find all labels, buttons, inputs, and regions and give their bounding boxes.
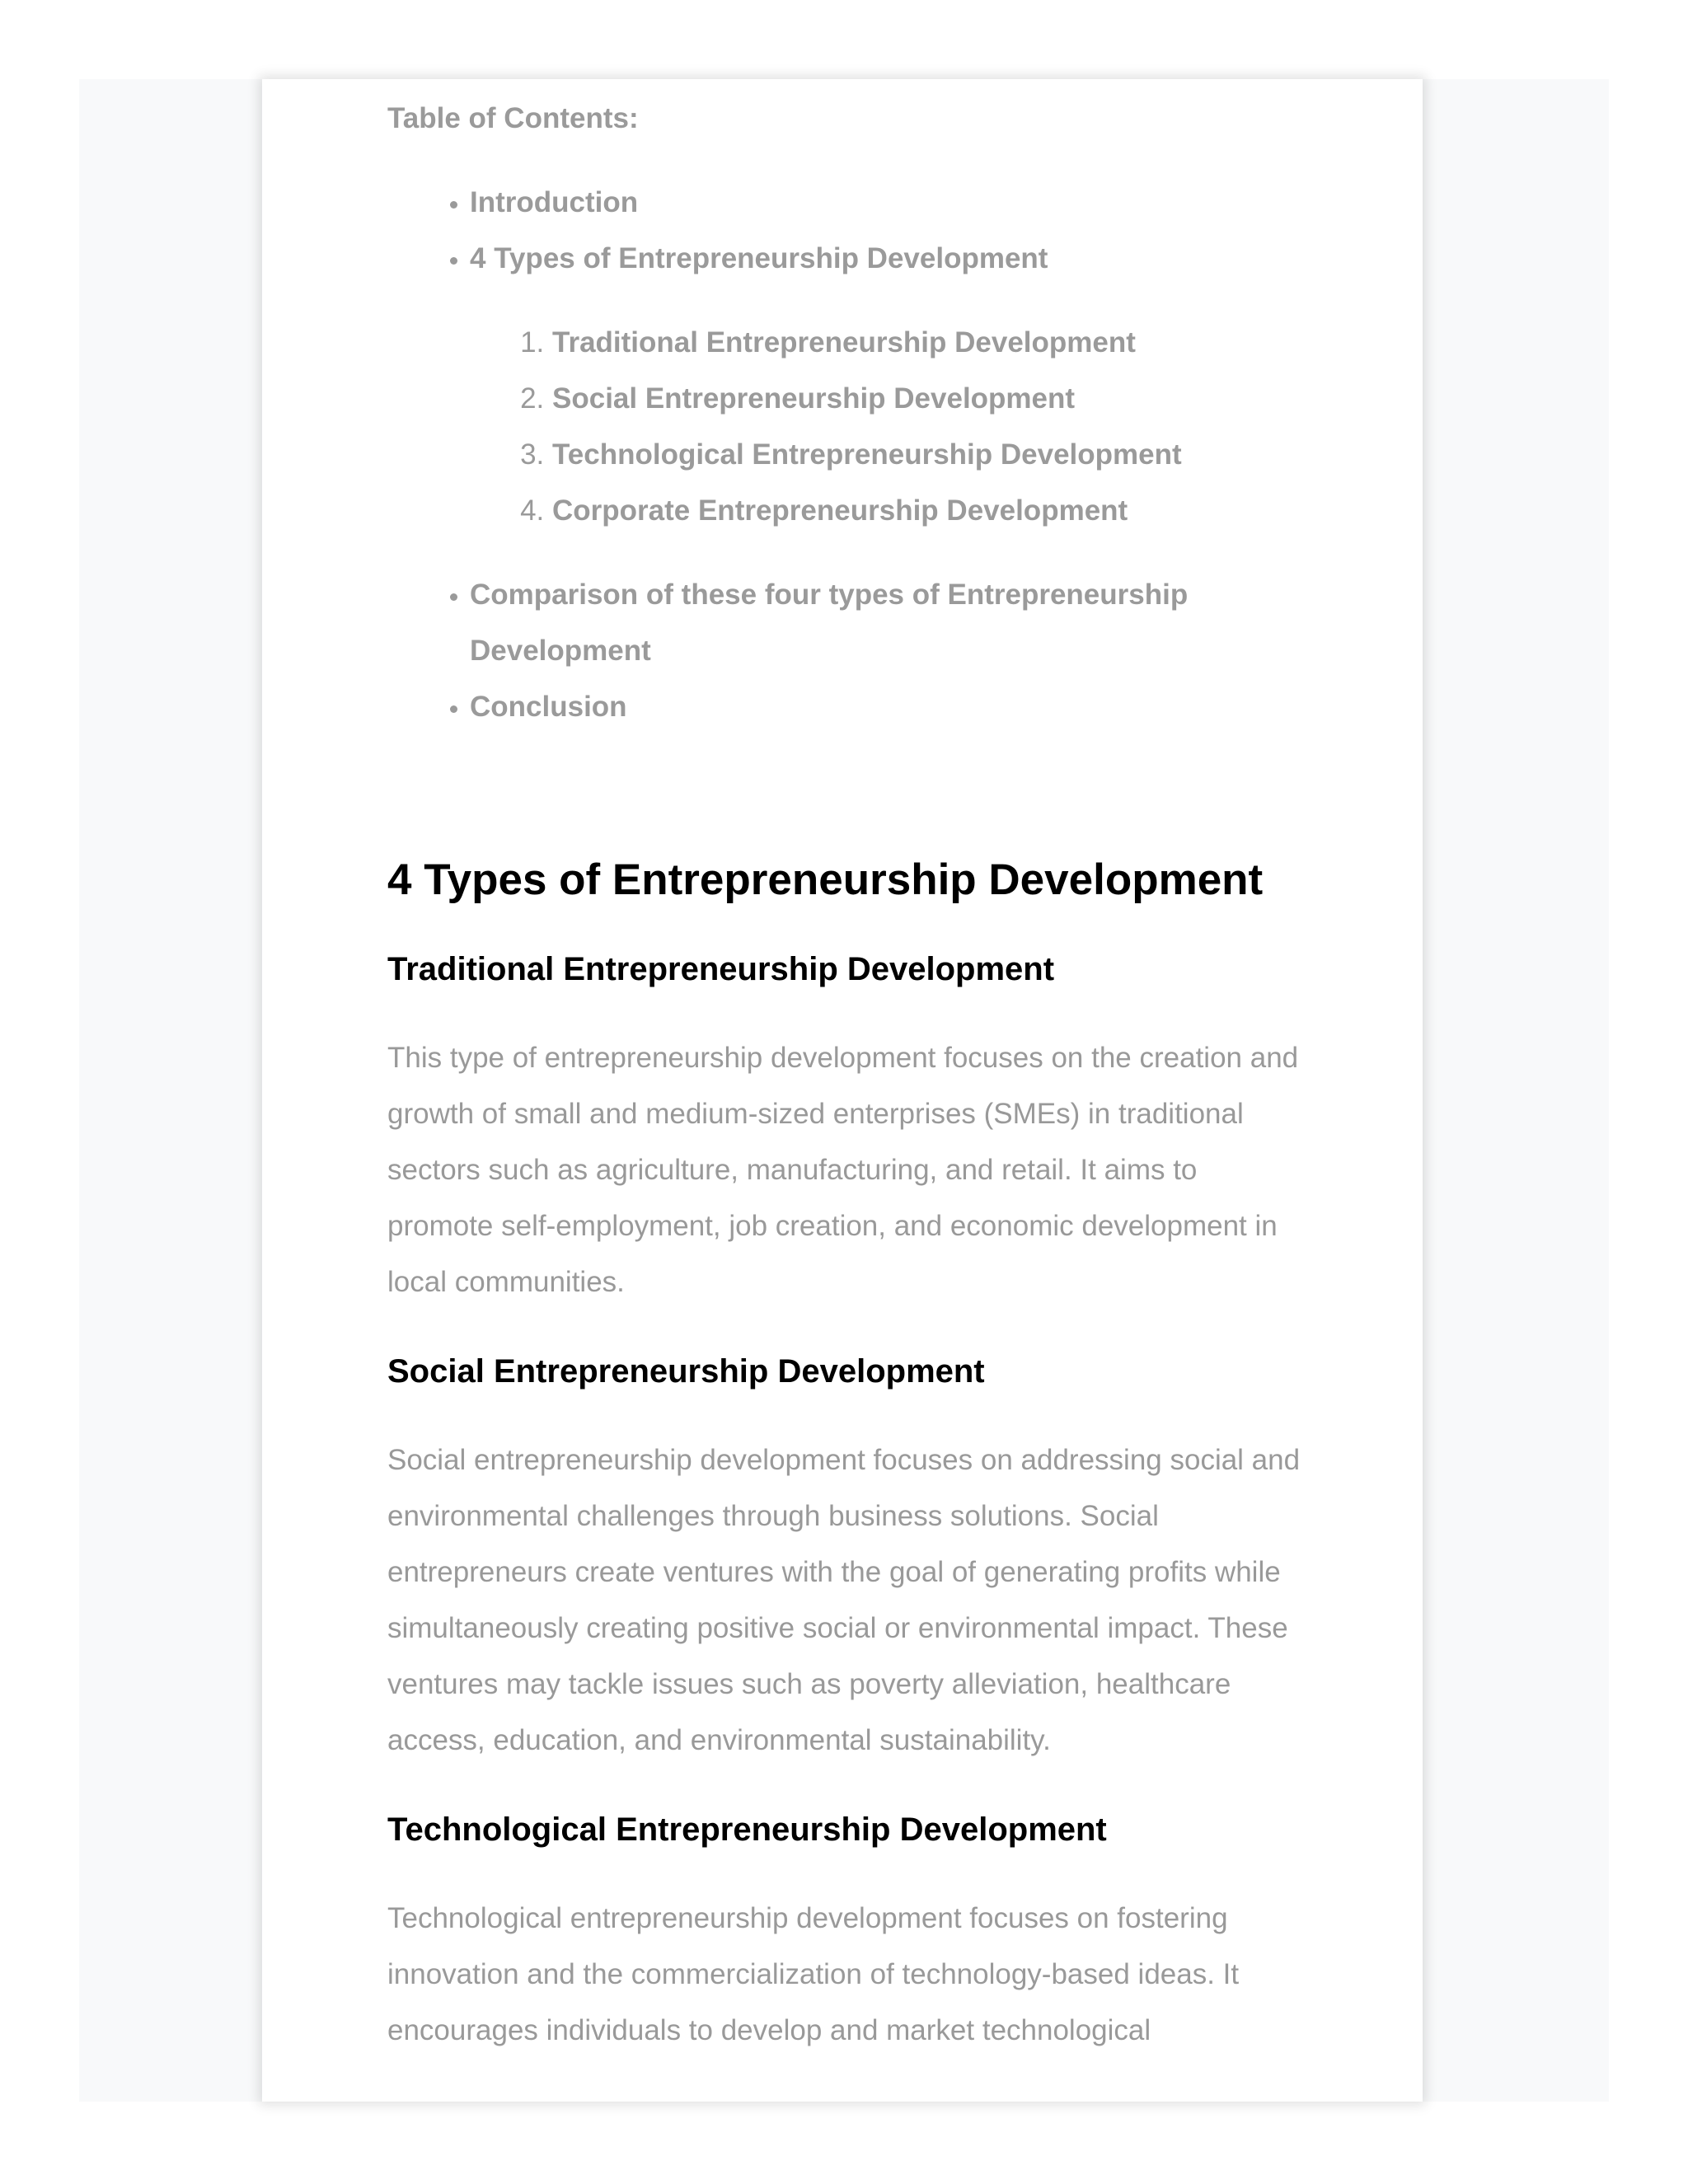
paragraph-traditional: This type of entrepreneurship development focuses on the creation and growth of small and medium-sized enterprises (SMEs) in traditional sectors such as agriculture, manufacturing, and retail. It aims to promote self-employment, job creation, and economic development in local communities.	[387, 1042, 1299, 1298]
toc-subitem-traditional[interactable]	[552, 315, 1311, 371]
toc-item-types-label[interactable]: 4 Types of Entrepreneurship Development	[470, 242, 1048, 274]
paragraph-technological: Technological entrepreneurship development focuses on fostering innovation and the commercialization of technology-based ideas. It encourages individuals to develop and market technological	[387, 1902, 1240, 2046]
toc-subitem-label[interactable]: Corporate Entrepreneurship Development	[552, 494, 1128, 527]
toc-list	[387, 175, 1311, 735]
subheading-technological: Technological Entrepreneurship Development	[387, 1811, 1107, 1848]
section-heading: 4 Types of Entrepreneurship Development	[387, 855, 1264, 904]
toc-sublist	[470, 315, 1311, 539]
toc-subitem-corporate[interactable]	[552, 483, 1311, 539]
toc-subitem-label[interactable]: Traditional Entrepreneurship Development	[552, 326, 1136, 359]
toc-item-types[interactable]	[470, 231, 1311, 539]
toc-item-comparison[interactable]: • Comparison of these four types of Entrepreneurship Development	[470, 567, 1311, 679]
toc-subitem-technological[interactable]	[552, 427, 1311, 483]
document-page	[262, 79, 1423, 2102]
document-content	[387, 79, 1311, 2095]
paragraph-social: Social entrepreneurship development focuses on addressing social and environmental challenges through business solutions. Social entrepreneurs create ventures with the goal of generating profits while simultaneously creating positive social or environmental impact. These ventures may tackle issues such as poverty alleviation, healthcare access, education, and environmental sustainability.	[387, 1444, 1301, 1756]
subheading-social: Social Entrepreneurship Development	[387, 1353, 985, 1390]
toc-subitem-label[interactable]: Social Entrepreneurship Development	[552, 382, 1076, 415]
toc-title: Table of Contents:	[387, 102, 639, 134]
toc-item-introduction[interactable]: • Introduction	[470, 175, 1311, 231]
toc-item-conclusion[interactable]: • Conclusion	[470, 679, 1311, 735]
toc-subitem-label[interactable]: Technological Entrepreneurship Development	[552, 438, 1182, 471]
subheading-traditional: Traditional Entrepreneurship Development	[387, 951, 1055, 987]
toc-subitem-social[interactable]	[552, 371, 1311, 427]
